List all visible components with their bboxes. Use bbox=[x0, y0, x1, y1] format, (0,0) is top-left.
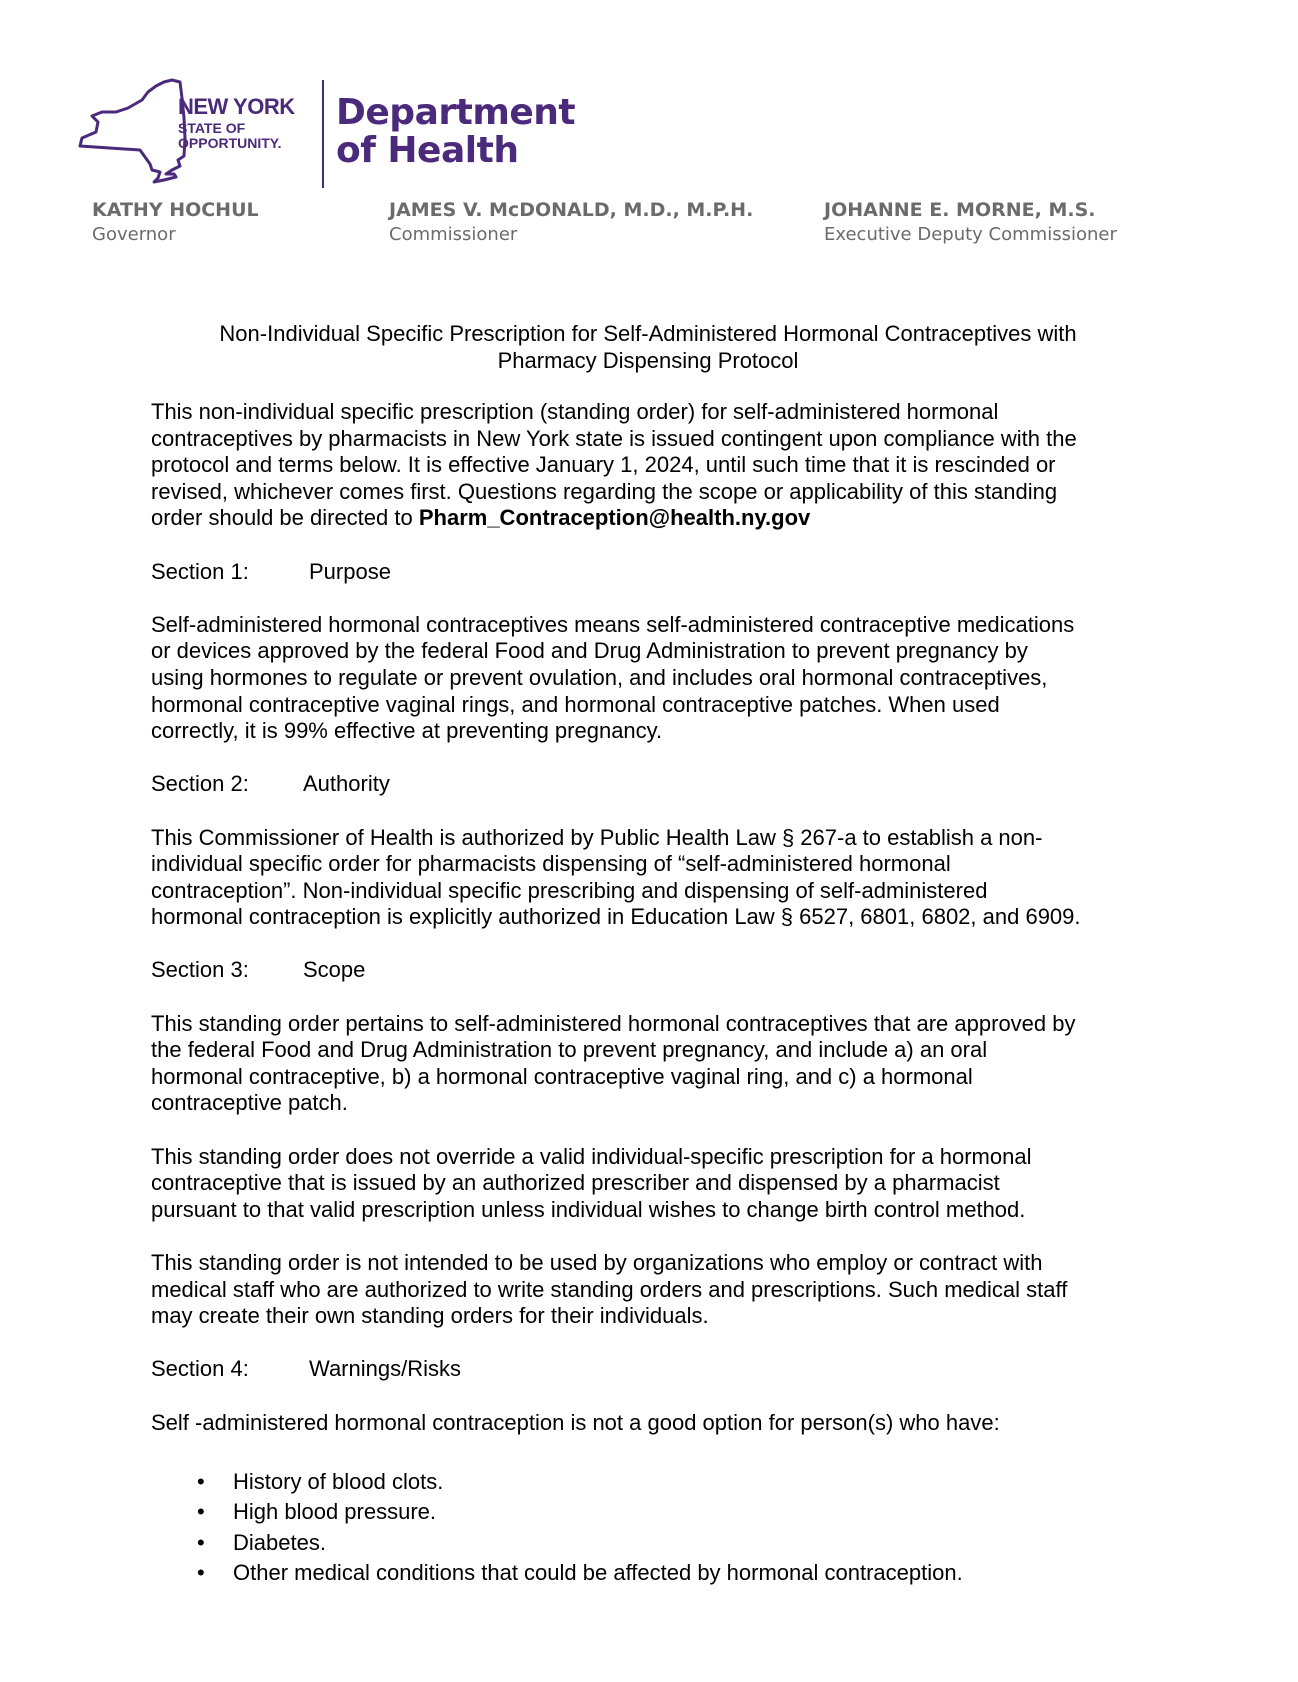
warnings-list bbox=[151, 1463, 1161, 1589]
text-line: Self -administered hormonal contraception is not a good option for person(s) who have: bbox=[151, 1409, 1000, 1435]
text-line: using hormones to regulate or prevent ovulation, and includes oral hormonal contraceptives, bbox=[151, 664, 1048, 690]
bullet-icon: • bbox=[197, 1560, 205, 1586]
list-item-text: History of blood clots. bbox=[233, 1468, 444, 1494]
section-1-heading bbox=[151, 559, 1161, 586]
text-line: correctly, it is 99% effective at preventing pregnancy. bbox=[151, 718, 663, 744]
list-item-text: Other medical conditions that could be affected by hormonal contraception. bbox=[233, 1560, 963, 1586]
section-2-heading bbox=[151, 771, 1161, 798]
official-title: Executive Deputy Commissioner bbox=[824, 224, 1117, 245]
text-line: revised, whichever comes first. Questions regarding the scope or applicability of this standing bbox=[151, 478, 1058, 504]
official-governor bbox=[92, 197, 259, 247]
text-line: contraceptive that is issued by an authorized prescriber and dispensed by a pharmacist bbox=[151, 1170, 1000, 1196]
text-line: protocol and terms below. It is effective January 1, 2024, until such time that it is rescinded or bbox=[151, 452, 1056, 478]
text-line: This non-individual specific prescription (standing order) for self-administered hormonal bbox=[151, 399, 999, 424]
section-title: Warnings/Risks bbox=[309, 1356, 461, 1382]
text-line: may create their own standing orders for their individuals. bbox=[151, 1303, 709, 1329]
official-name: JOHANNE E. MORNE, M.S. bbox=[824, 199, 1096, 221]
official-name: KATHY HOCHUL bbox=[92, 199, 259, 221]
list-item-text: Diabetes. bbox=[233, 1529, 326, 1555]
section-number: Section 3: bbox=[151, 957, 249, 983]
nys-wordmark bbox=[178, 96, 295, 150]
text-line: contraception”. Non-individual specific prescribing and dispensing of self-administered bbox=[151, 877, 988, 903]
new-york-state-outline-icon bbox=[78, 78, 188, 190]
document-title-line1: Non-Individual Specific Prescription for Self-Administered Hormonal Contraceptives with bbox=[219, 321, 1077, 346]
section-title: Authority bbox=[303, 771, 390, 797]
text-line: hormonal contraceptive, b) a hormonal contraceptive vaginal ring, and c) a hormonal bbox=[151, 1063, 973, 1089]
department-name bbox=[336, 94, 575, 170]
text-line: individual specific order for pharmacists dispensing of “self-administered hormonal bbox=[151, 851, 951, 877]
official-deputy-commissioner bbox=[824, 197, 1117, 247]
section-2-paragraph bbox=[151, 825, 1161, 931]
text-line: hormonal contraceptive vaginal rings, and hormonal contraceptive patches. When used bbox=[151, 691, 1000, 717]
official-commissioner bbox=[389, 197, 753, 247]
section-3-heading bbox=[151, 957, 1161, 984]
section-4-heading bbox=[151, 1356, 1161, 1383]
official-name: JAMES V. McDONALD, M.D., M.P.H. bbox=[389, 199, 754, 221]
officials-row bbox=[0, 197, 1298, 257]
section-number: Section 2: bbox=[151, 771, 249, 797]
text-line: Self-administered hormonal contraceptives means self-administered contraceptive medications bbox=[151, 611, 1075, 637]
logo-divider bbox=[322, 80, 324, 188]
document-title bbox=[150, 320, 1146, 374]
section-number: Section 4: bbox=[151, 1356, 249, 1382]
section-3-paragraph-1 bbox=[151, 1011, 1161, 1117]
text-line: or devices approved by the federal Food and Drug Administration to prevent pregnancy by bbox=[151, 638, 1028, 664]
document-title-line2: Pharmacy Dispensing Protocol bbox=[497, 348, 799, 373]
section-number: Section 1: bbox=[151, 558, 249, 584]
official-title: Commissioner bbox=[389, 224, 518, 245]
bullet-icon: • bbox=[197, 1529, 205, 1555]
document-body bbox=[151, 399, 1161, 1589]
section-3-paragraph-3 bbox=[151, 1250, 1161, 1330]
text-line: This standing order does not override a valid individual-specific prescription for a hormonal bbox=[151, 1143, 1032, 1169]
email-prefix: order should be directed to bbox=[151, 505, 419, 531]
list-item bbox=[151, 1528, 1161, 1559]
intro-paragraph bbox=[151, 399, 1161, 532]
list-item-text: High blood pressure. bbox=[233, 1499, 437, 1525]
text-line bbox=[151, 505, 1161, 532]
bullet-icon: • bbox=[197, 1468, 205, 1494]
text-line: pursuant to that valid prescription unless individual wishes to change birth control method. bbox=[151, 1196, 1026, 1222]
list-item bbox=[151, 1497, 1161, 1528]
nys-wordmark-line2: STATE OF bbox=[178, 120, 246, 136]
text-line: the federal Food and Drug Administration to prevent pregnancy, and include a) an oral bbox=[151, 1037, 988, 1063]
section-title: Scope bbox=[303, 957, 366, 983]
list-item bbox=[151, 1467, 1161, 1498]
text-line: contraceptives by pharmacists in New York state is issued contingent upon compliance with the bbox=[151, 425, 1077, 451]
text-line: medical staff who are authorized to write standing orders and prescriptions. Such medical staff bbox=[151, 1276, 1068, 1302]
department-name-line1: Department bbox=[336, 92, 576, 133]
nys-wordmark-line1: NEW YORK bbox=[178, 94, 295, 119]
contact-email: Pharm_Contraception@health.ny.gov bbox=[418, 505, 811, 531]
letterhead bbox=[78, 78, 1258, 190]
text-line: This Commissioner of Health is authorized by Public Health Law § 267-a to establish a non- bbox=[151, 824, 1043, 850]
text-line: This standing order is not intended to be used by organizations who employ or contract with bbox=[151, 1250, 1043, 1275]
section-4-intro bbox=[151, 1410, 1161, 1437]
text-line: hormonal contraception is explicitly authorized in Education Law § 6527, 6801, 6802, and 6909. bbox=[151, 904, 1081, 930]
text-line: This standing order pertains to self-administered hormonal contraceptives that are approved by bbox=[151, 1010, 1076, 1036]
section-1-paragraph bbox=[151, 612, 1161, 745]
official-title: Governor bbox=[92, 224, 176, 245]
section-3-paragraph-2 bbox=[151, 1144, 1161, 1224]
list-item bbox=[151, 1558, 1161, 1589]
bullet-icon: • bbox=[197, 1499, 205, 1525]
nys-wordmark-line3: OPPORTUNITY. bbox=[178, 135, 282, 151]
department-name-line2: of Health bbox=[336, 130, 519, 171]
text-line: contraceptive patch. bbox=[151, 1090, 348, 1116]
section-title: Purpose bbox=[309, 558, 391, 584]
